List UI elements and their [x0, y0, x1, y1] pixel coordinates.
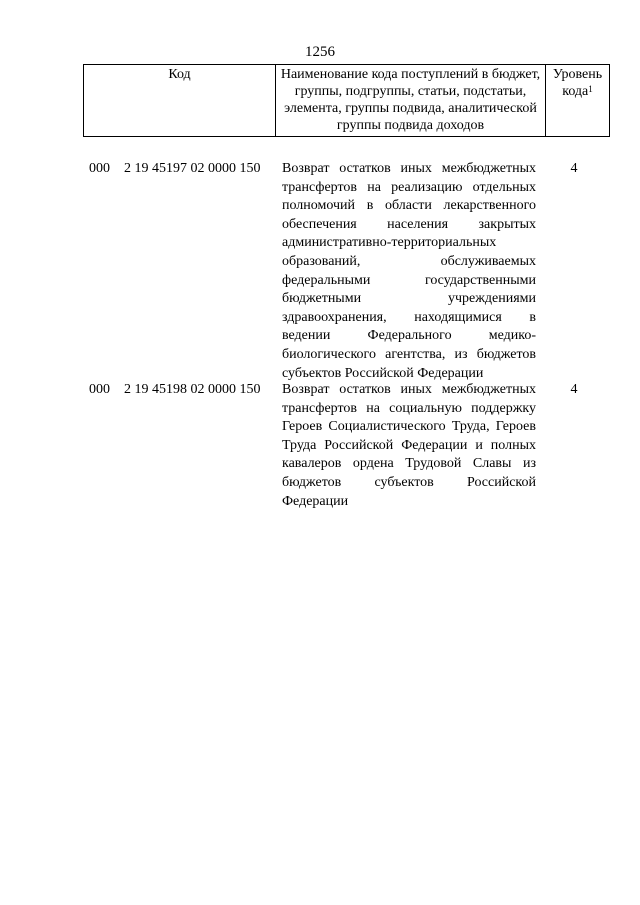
row-name: Возврат остатков иных межбюджетных трансфертов на реализацию отдельных полномочий в области лекарственного обеспечения населения закрытых административно-территориальных образований, обслуживаемых федеральными государственными бюджетными учреждениями здравоохранения, находящимися в ведении Федерального медико-биологического агентства, из бюджетов субъектов Российской Федерации [282, 161, 536, 381]
header-code [84, 65, 276, 137]
header-name-label: Наименование кода поступлений в бюджет, группы, подгруппы, статьи, подстатьи, элемента, группы подвида, аналитической группы подвида доходов [280, 67, 541, 133]
row-code-prefix: 000 [89, 161, 110, 176]
row-code: 2 19 45198 02 0000 150 [124, 382, 261, 397]
header-level [546, 65, 610, 137]
row-level: 4 [570, 382, 578, 397]
page-number: 1256 [305, 44, 335, 60]
row-code-prefix: 000 [89, 382, 110, 397]
header-code-label: Код [168, 67, 191, 82]
row-name: Возврат остатков иных межбюджетных трансфертов на социальную поддержку Героев Социалистического Труда, Героев Труда Российской Федерации и полных кавалеров ордена Трудовой Славы из бюджетов субъектов Российской Федерации [282, 382, 536, 509]
header-name [276, 65, 546, 137]
table-header [83, 64, 610, 137]
header-level-footnote: 1 [588, 84, 593, 94]
row-code: 2 19 45197 02 0000 150 [124, 161, 261, 176]
header-level-label: Уровень кода [552, 67, 603, 99]
row-level: 4 [570, 161, 578, 176]
